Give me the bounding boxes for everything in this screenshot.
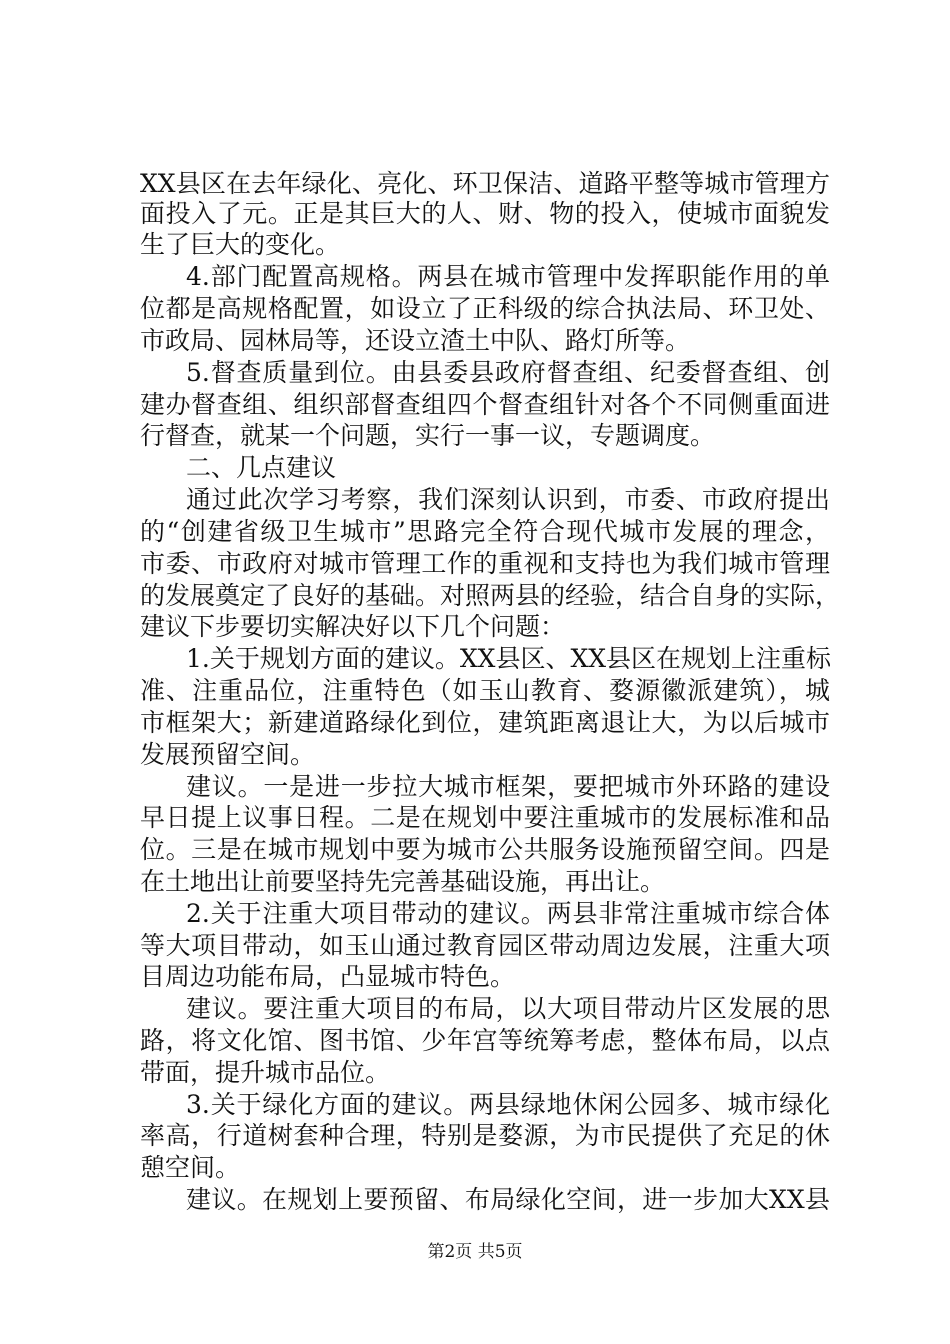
text-line: 的发展奠定了良好的基础。对照两县的经验，结合自身的实际，: [140, 581, 841, 610]
text-line: 4.部门配置高规格。两县在城市管理中发挥职能作用的单: [186, 262, 830, 291]
text-line: 率高，行道树套种合理，特别是婺源，为市民提供了充足的休: [140, 1121, 830, 1150]
text-line: 目周边功能布局，凸显城市特色。: [140, 962, 516, 991]
text-line: 建办督查组、组织部督查组四个督查组针对各个不同侧重面进: [140, 390, 830, 419]
text-line: 面投入了元。正是其巨大的人、财、物的投入，使城市面貌发: [140, 199, 830, 228]
text-line: 等大项目带动，如玉山通过教育园区带动周边发展，注重大项: [140, 931, 830, 960]
text-line: 带面，提升城市品位。: [140, 1058, 391, 1087]
text-line: 建议。在规划上要预留、布局绿化空间，进一步加大XX县: [186, 1185, 830, 1214]
text-line: 1.关于规划方面的建议。XX县区、XX县区在规划上注重标: [186, 644, 832, 673]
text-line: 市框架大；新建道路绿化到位，建筑距离退让大，为以后城市: [140, 708, 830, 737]
text-line: 憩空间。: [140, 1153, 241, 1182]
text-line: 5.督查质量到位。由县委县政府督查组、纪委督查组、创: [186, 358, 830, 387]
section-heading: 二、几点建议: [186, 453, 337, 482]
text-line: 在土地出让前要坚持先完善基础设施，再出让。: [140, 867, 666, 896]
text-line: 准、注重品位，注重特色（如玉山教育、婺源徽派建筑），城: [140, 676, 830, 705]
text-line: 发展预留空间。: [140, 740, 316, 769]
text-line: 市政局、园林局等，还设立渣土中队、路灯所等。: [140, 326, 691, 355]
text-line: 市委、市政府对城市管理工作的重视和支持也为我们城市管理: [140, 549, 830, 578]
text-line: 位都是高规格配置，如设立了正科级的综合执法局、环卫处、: [140, 294, 830, 323]
text-line: 位。三是在城市规划中要为城市公共服务设施预留空间。四是: [140, 835, 830, 864]
text-line: 的“创建省级卫生城市”思路完全符合现代城市发展的理念，: [140, 517, 830, 546]
text-line: 早日提上议事日程。二是在规划中要注重城市的发展标准和品: [140, 803, 830, 832]
text-line: 通过此次学习考察，我们深刻认识到，市委、市政府提出: [186, 485, 830, 514]
text-line: 3.关于绿化方面的建议。两县绿地休闲公园多、城市绿化: [186, 1090, 830, 1119]
text-line: 建议下步要切实解决好以下几个问题：: [140, 612, 566, 641]
text-line: XX县区在去年绿化、亮化、环卫保洁、道路平整等城市管理方: [140, 169, 830, 198]
text-line: 生了巨大的变化。: [140, 230, 341, 259]
text-line: 2.关于注重大项目带动的建议。两县非常注重城市综合体: [186, 899, 830, 928]
text-line: 路，将文化馆、图书馆、少年宫等统筹考虑，整体布局，以点: [140, 1026, 830, 1055]
text-line: 建议。一是进一步拉大城市框架，要把城市外环路的建设: [186, 772, 830, 801]
page-number: 第2页 共5页: [427, 1242, 523, 1262]
text-line: 建议。要注重大项目的布局，以大项目带动片区发展的思: [186, 994, 830, 1023]
text-line: 行督查，就某一个问题，实行一事一议，专题调度。: [140, 421, 716, 450]
